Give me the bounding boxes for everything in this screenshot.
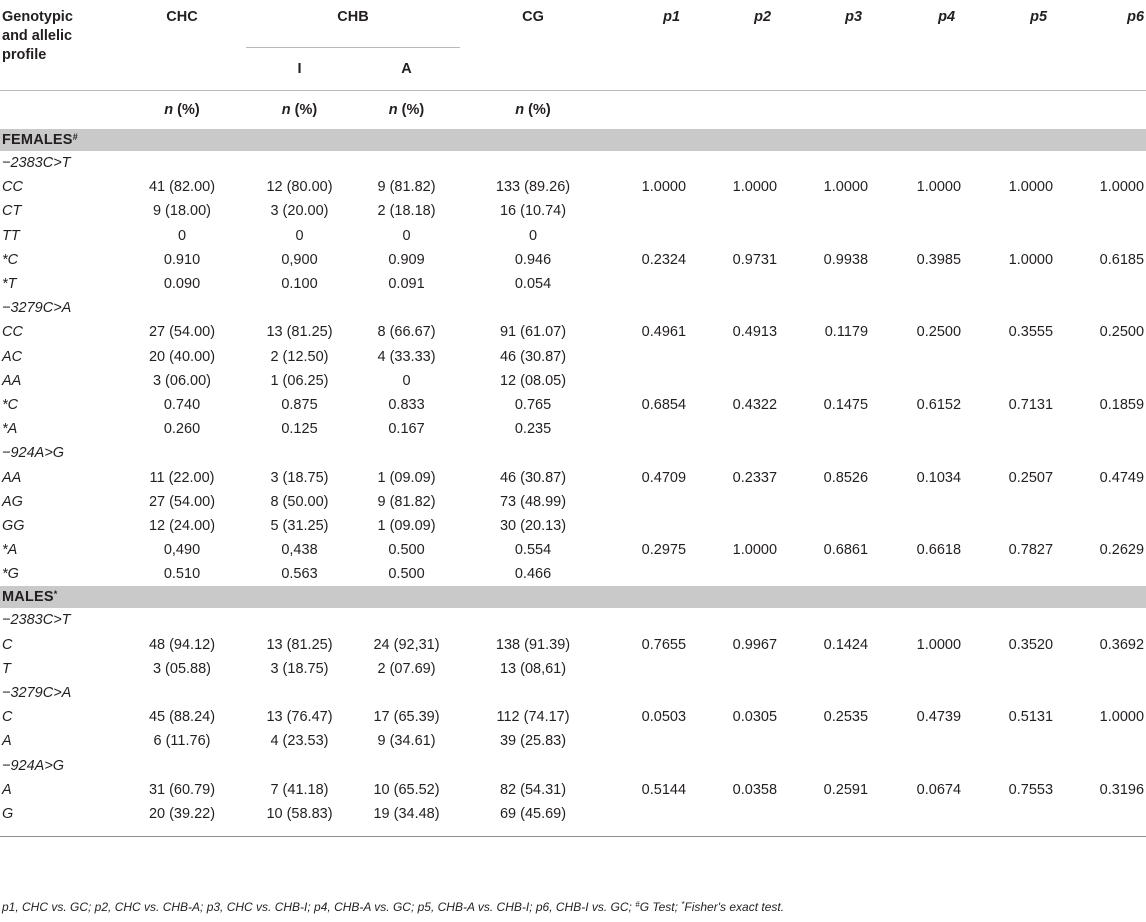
p1-value: 0.6854 bbox=[641, 396, 687, 413]
p4-value bbox=[870, 729, 963, 753]
p4-value bbox=[870, 369, 963, 393]
chb-i-value: 1 (06.25) bbox=[270, 372, 329, 389]
p4-header: p4 bbox=[938, 9, 956, 25]
cg-value: 39 (25.83) bbox=[499, 733, 567, 750]
snp-row bbox=[0, 754, 1146, 778]
p3-value bbox=[779, 514, 870, 538]
cg-value: 91 (61.07) bbox=[499, 324, 567, 341]
snp-label: −3279C>A bbox=[2, 300, 72, 317]
p4-value: 0.6152 bbox=[916, 396, 962, 413]
p1-header: p1 bbox=[663, 9, 681, 25]
p1-value: 0.2975 bbox=[641, 542, 687, 559]
p6-value: 0.6185 bbox=[1099, 251, 1145, 268]
snp-row bbox=[0, 681, 1146, 705]
chb-a-value: 17 (65.39) bbox=[373, 709, 440, 726]
chc-value: 9 (18.00) bbox=[152, 203, 212, 220]
p6-value bbox=[1055, 199, 1146, 223]
genotype-label: AA bbox=[2, 372, 22, 389]
chb-i-header: I bbox=[297, 61, 302, 77]
p4-value: 1.0000 bbox=[916, 636, 962, 653]
p3-value bbox=[779, 657, 870, 681]
n-percent-label: n (%) bbox=[118, 91, 246, 130]
chc-value: 0,490 bbox=[163, 542, 201, 559]
chb-i-value: 0 bbox=[295, 227, 304, 244]
p2-value: 0.2337 bbox=[732, 469, 778, 486]
p4-value bbox=[870, 514, 963, 538]
p6-value bbox=[1055, 224, 1146, 248]
females-section-row bbox=[0, 129, 1146, 151]
chb-i-value: 0.563 bbox=[281, 566, 318, 583]
table-row bbox=[0, 320, 1146, 344]
table-row bbox=[0, 393, 1146, 417]
p4-value bbox=[870, 490, 963, 514]
p2-value: 0.0358 bbox=[732, 781, 778, 798]
p4-value: 0.3985 bbox=[916, 251, 962, 268]
p5-value: 0.7131 bbox=[1008, 396, 1054, 413]
chb-a-value: 1 (09.09) bbox=[377, 469, 436, 486]
p6-value: 0.3196 bbox=[1099, 781, 1145, 798]
p1-value bbox=[606, 562, 688, 586]
chb-a-value: 0.909 bbox=[388, 251, 425, 268]
table-row bbox=[0, 345, 1146, 369]
p2-value bbox=[688, 272, 779, 296]
p4-value: 0.2500 bbox=[916, 324, 962, 341]
chb-i-value: 3 (18.75) bbox=[270, 469, 329, 486]
p5-value bbox=[963, 657, 1055, 681]
table-footnote: p1, CHC vs. GC; p2, CHC vs. CHB-A; p3, CHC vs. CHB-I; p4, CHB-A vs. GC; p5, CHB-A vs. CHB-I; p6, CHB-I vs. GC; #G Test; *Fisher's exact test. bbox=[2, 900, 785, 914]
p2-value bbox=[688, 729, 779, 753]
chb-a-value: 10 (65.52) bbox=[373, 781, 440, 798]
p4-value: 0.0674 bbox=[916, 781, 962, 798]
p6-value bbox=[1055, 417, 1146, 441]
chb-a-value: 19 (34.48) bbox=[373, 805, 440, 822]
n-percent-label: n (%) bbox=[246, 91, 353, 130]
chb-i-value: 7 (41.18) bbox=[270, 781, 329, 798]
p4-value bbox=[870, 345, 963, 369]
p1-value bbox=[606, 657, 688, 681]
p1-value: 0.5144 bbox=[641, 781, 687, 798]
p5-value bbox=[963, 369, 1055, 393]
p5-value bbox=[963, 345, 1055, 369]
p5-header: p5 bbox=[1030, 9, 1048, 25]
chb-i-value: 13 (81.25) bbox=[266, 324, 333, 341]
p2-value bbox=[688, 199, 779, 223]
genotype-label: CC bbox=[2, 324, 23, 341]
chc-value: 48 (94.12) bbox=[148, 636, 216, 653]
p4-value bbox=[870, 657, 963, 681]
chb-i-value: 12 (80.00) bbox=[266, 179, 333, 196]
chb-i-value: 2 (12.50) bbox=[270, 348, 329, 365]
chc-value: 0.740 bbox=[163, 396, 201, 413]
genotype-label: *G bbox=[2, 566, 19, 583]
p1-value: 0.0503 bbox=[641, 709, 687, 726]
table-row bbox=[0, 369, 1146, 393]
cg-value: 0.466 bbox=[514, 566, 552, 583]
cg-value: 0.235 bbox=[514, 421, 552, 438]
chb-i-value: 13 (76.47) bbox=[266, 709, 333, 726]
chb-a-value: 0.167 bbox=[388, 421, 425, 438]
genotype-label: A bbox=[2, 781, 12, 798]
snp-row bbox=[0, 608, 1146, 632]
chb-a-value: 9 (81.82) bbox=[377, 493, 436, 510]
cg-value: 46 (30.87) bbox=[499, 348, 567, 365]
chb-i-value: 10 (58.83) bbox=[266, 805, 333, 822]
cg-value: 13 (08,61) bbox=[499, 660, 567, 677]
p3-value: 0.6861 bbox=[823, 542, 869, 559]
p4-value bbox=[870, 199, 963, 223]
chb-i-value: 13 (81.25) bbox=[266, 636, 333, 653]
p1-value: 0.7655 bbox=[641, 636, 687, 653]
p6-value bbox=[1055, 562, 1146, 586]
p1-value bbox=[606, 369, 688, 393]
p2-value bbox=[688, 369, 779, 393]
chb-i-value: 0.875 bbox=[281, 396, 318, 413]
table-row bbox=[0, 490, 1146, 514]
chc-value: 20 (40.00) bbox=[148, 348, 216, 365]
chb-i-value: 0,900 bbox=[281, 251, 318, 268]
cg-value: 0.946 bbox=[514, 251, 552, 268]
genotype-label: A bbox=[2, 733, 12, 750]
chb-a-value: 1 (09.09) bbox=[377, 517, 436, 534]
chc-value: 0.090 bbox=[163, 276, 201, 293]
table-row bbox=[0, 224, 1146, 248]
p6-header: p6 bbox=[1127, 9, 1145, 25]
n-percent-label: n (%) bbox=[460, 91, 606, 130]
p2-value bbox=[688, 657, 779, 681]
p1-value bbox=[606, 514, 688, 538]
genotype-label: AG bbox=[2, 493, 23, 510]
genotype-label: C bbox=[2, 636, 13, 653]
chb-a-value: 0 bbox=[402, 372, 411, 389]
genotype-label: GG bbox=[2, 517, 25, 534]
p3-value bbox=[779, 802, 870, 826]
p6-value bbox=[1055, 657, 1146, 681]
p1-value bbox=[606, 729, 688, 753]
chc-value: 0.910 bbox=[163, 251, 201, 268]
chc-value: 0 bbox=[177, 227, 187, 244]
p6-value: 1.0000 bbox=[1099, 179, 1145, 196]
p2-header: p2 bbox=[754, 9, 772, 25]
header-row bbox=[0, 0, 1146, 48]
p2-value bbox=[688, 490, 779, 514]
p5-value bbox=[963, 514, 1055, 538]
p6-value: 0.1859 bbox=[1099, 396, 1145, 413]
table-row bbox=[0, 417, 1146, 441]
cg-value: 30 (20.13) bbox=[499, 517, 567, 534]
p4-value bbox=[870, 802, 963, 826]
p2-value: 0.0305 bbox=[732, 709, 778, 726]
chb-i-value: 3 (20.00) bbox=[270, 203, 329, 220]
p2-value: 0.4322 bbox=[732, 396, 778, 413]
cg-value: 12 (08.05) bbox=[499, 372, 567, 389]
table-row bbox=[0, 199, 1146, 223]
p6-value bbox=[1055, 369, 1146, 393]
cg-header: CG bbox=[522, 9, 544, 25]
p1-value bbox=[606, 345, 688, 369]
p6-value: 1.0000 bbox=[1099, 709, 1145, 726]
p4-value: 0.1034 bbox=[916, 469, 962, 486]
chc-value: 31 (60.79) bbox=[148, 781, 216, 798]
table-row bbox=[0, 729, 1146, 753]
p1-value bbox=[606, 272, 688, 296]
chc-header: CHC bbox=[166, 9, 198, 25]
p5-value bbox=[963, 417, 1055, 441]
p6-value bbox=[1055, 490, 1146, 514]
genotype-label: T bbox=[2, 660, 11, 677]
p1-value: 1.0000 bbox=[641, 179, 687, 196]
p3-value: 0.1424 bbox=[823, 636, 869, 653]
genotype-label: G bbox=[2, 805, 14, 822]
p5-value bbox=[963, 802, 1055, 826]
genotype-profile-header: Genotypic and allelic profile bbox=[2, 9, 73, 63]
p2-value: 0.4913 bbox=[732, 324, 778, 341]
chb-a-value: 0.833 bbox=[388, 396, 425, 413]
chc-value: 41 (82.00) bbox=[148, 179, 216, 196]
table-row bbox=[0, 272, 1146, 296]
p2-value: 0.9731 bbox=[732, 251, 778, 268]
chc-value: 3 (05.88) bbox=[152, 660, 212, 677]
p5-value: 1.0000 bbox=[1008, 179, 1054, 196]
chc-value: 27 (54.00) bbox=[148, 493, 216, 510]
genotype-label: *A bbox=[2, 542, 18, 559]
p3-value bbox=[779, 224, 870, 248]
cg-value: 138 (91.39) bbox=[495, 636, 571, 653]
table-row bbox=[0, 778, 1146, 802]
p3-value: 0.2591 bbox=[823, 781, 869, 798]
chc-value: 27 (54.00) bbox=[148, 324, 216, 341]
table-row bbox=[0, 562, 1146, 586]
table-body bbox=[0, 91, 1146, 837]
p3-value: 0.9938 bbox=[823, 251, 869, 268]
chc-value: 3 (06.00) bbox=[152, 372, 212, 389]
cg-value: 0.554 bbox=[514, 542, 552, 559]
p6-value bbox=[1055, 802, 1146, 826]
p5-value: 0.5131 bbox=[1008, 709, 1054, 726]
table-row bbox=[0, 802, 1146, 826]
chc-value: 20 (39.22) bbox=[148, 805, 216, 822]
table-row bbox=[0, 657, 1146, 681]
genotype-label: *C bbox=[2, 396, 19, 413]
females-section-label: FEMALES# bbox=[0, 129, 1146, 151]
p5-value: 0.3520 bbox=[1008, 636, 1054, 653]
genotype-label: AC bbox=[2, 348, 23, 365]
p3-header: p3 bbox=[845, 9, 863, 25]
chb-a-header: A bbox=[401, 61, 412, 77]
p5-value: 0.7553 bbox=[1008, 781, 1054, 798]
p1-value bbox=[606, 490, 688, 514]
cg-value: 133 (89.26) bbox=[495, 179, 571, 196]
snp-label: −924A>G bbox=[2, 757, 65, 774]
table-row bbox=[0, 705, 1146, 729]
genotype-label: *T bbox=[2, 276, 17, 293]
genotype-label: *C bbox=[2, 251, 19, 268]
snp-label: −3279C>A bbox=[2, 685, 72, 702]
p4-value: 1.0000 bbox=[916, 179, 962, 196]
chb-a-value: 4 (33.33) bbox=[377, 348, 436, 365]
p2-value bbox=[688, 345, 779, 369]
genotype-label: *A bbox=[2, 421, 18, 438]
p5-value: 0.7827 bbox=[1008, 542, 1054, 559]
p2-value: 1.0000 bbox=[732, 542, 778, 559]
chc-value: 0.260 bbox=[163, 421, 201, 438]
males-section-label: MALES* bbox=[0, 586, 1146, 608]
p2-value bbox=[688, 514, 779, 538]
chc-value: 12 (24.00) bbox=[148, 517, 216, 534]
p1-value bbox=[606, 224, 688, 248]
p3-value bbox=[779, 345, 870, 369]
cg-value: 0 bbox=[528, 227, 538, 244]
n-percent-label: n (%) bbox=[353, 91, 460, 130]
p3-value bbox=[779, 417, 870, 441]
p3-value: 0.1475 bbox=[823, 396, 869, 413]
n-percent-row bbox=[0, 91, 1146, 130]
cg-value: 16 (10.74) bbox=[499, 203, 567, 220]
chb-a-value: 0.500 bbox=[388, 542, 425, 559]
p6-value: 0.4749 bbox=[1099, 469, 1145, 486]
p6-value: 0.3692 bbox=[1099, 636, 1145, 653]
p3-value: 0.8526 bbox=[823, 469, 869, 486]
p3-value bbox=[779, 199, 870, 223]
p1-value bbox=[606, 199, 688, 223]
chb-a-value: 0.500 bbox=[388, 566, 425, 583]
p4-value: 0.4739 bbox=[916, 709, 962, 726]
males-section-row bbox=[0, 586, 1146, 608]
p4-value bbox=[870, 272, 963, 296]
p2-value: 1.0000 bbox=[732, 179, 778, 196]
p1-value bbox=[606, 417, 688, 441]
chb-a-value: 9 (81.82) bbox=[377, 179, 436, 196]
p5-value bbox=[963, 729, 1055, 753]
p1-value bbox=[606, 802, 688, 826]
chb-header: CHB bbox=[246, 0, 460, 48]
cg-value: 0.765 bbox=[514, 396, 552, 413]
table-row bbox=[0, 248, 1146, 272]
genotype-label: C bbox=[2, 709, 13, 726]
p3-value: 1.0000 bbox=[823, 179, 869, 196]
chb-i-value: 4 (23.53) bbox=[270, 733, 329, 750]
p3-value bbox=[779, 490, 870, 514]
p3-value: 0.1179 bbox=[824, 324, 869, 341]
snp-row bbox=[0, 296, 1146, 320]
p2-value bbox=[688, 417, 779, 441]
p1-value: 0.4709 bbox=[641, 469, 687, 486]
chb-i-value: 8 (50.00) bbox=[270, 493, 329, 510]
table-row bbox=[0, 538, 1146, 562]
p5-value bbox=[963, 199, 1055, 223]
p5-value: 0.2507 bbox=[1008, 469, 1054, 486]
chb-a-value: 9 (34.61) bbox=[377, 733, 436, 750]
p2-value: 0.9967 bbox=[732, 636, 778, 653]
p4-value bbox=[870, 562, 963, 586]
cg-value: 69 (45.69) bbox=[499, 805, 567, 822]
chb-a-value: 0.091 bbox=[388, 276, 425, 293]
cg-value: 73 (48.99) bbox=[499, 493, 567, 510]
chc-value: 45 (88.24) bbox=[148, 709, 216, 726]
p2-value bbox=[688, 802, 779, 826]
p6-value bbox=[1055, 345, 1146, 369]
chb-i-value: 0.100 bbox=[281, 276, 318, 293]
chb-a-value: 0 bbox=[402, 227, 411, 244]
cg-value: 46 (30.87) bbox=[499, 469, 567, 486]
table-row bbox=[0, 514, 1146, 538]
chb-i-value: 0.125 bbox=[281, 421, 318, 438]
chc-value: 0.510 bbox=[163, 566, 201, 583]
table-row bbox=[0, 633, 1146, 657]
genotype-label: CC bbox=[2, 179, 23, 196]
p4-value bbox=[870, 417, 963, 441]
p3-value bbox=[779, 369, 870, 393]
p6-value: 0.2500 bbox=[1099, 324, 1145, 341]
cg-value: 112 (74.17) bbox=[496, 709, 570, 726]
p3-value bbox=[779, 562, 870, 586]
genotype-label: CT bbox=[2, 203, 22, 220]
p2-value bbox=[688, 562, 779, 586]
p6-value bbox=[1055, 729, 1146, 753]
bottom-rule bbox=[0, 826, 1146, 837]
chc-value: 6 (11.76) bbox=[153, 733, 211, 750]
snp-label: −2383C>T bbox=[2, 612, 71, 629]
p4-value: 0.6618 bbox=[916, 542, 962, 559]
p5-value bbox=[963, 562, 1055, 586]
chb-i-value: 0,438 bbox=[281, 542, 318, 559]
snp-row bbox=[0, 441, 1146, 465]
cg-value: 0.054 bbox=[514, 276, 552, 293]
p2-value bbox=[688, 224, 779, 248]
p5-value bbox=[963, 224, 1055, 248]
chb-i-value: 3 (18.75) bbox=[270, 660, 329, 677]
p3-value: 0.2535 bbox=[823, 709, 869, 726]
chb-a-value: 2 (18.18) bbox=[377, 203, 436, 220]
snp-label: −2383C>T bbox=[2, 155, 71, 172]
chc-value: 11 (22.00) bbox=[149, 469, 215, 486]
genotype-label: TT bbox=[2, 227, 20, 244]
p5-value bbox=[963, 490, 1055, 514]
p6-value bbox=[1055, 272, 1146, 296]
table-row bbox=[0, 465, 1146, 489]
p5-value bbox=[963, 272, 1055, 296]
chb-a-value: 8 (66.67) bbox=[377, 324, 436, 341]
p4-value bbox=[870, 224, 963, 248]
chb-a-value: 24 (92,31) bbox=[373, 636, 440, 653]
p3-value bbox=[779, 272, 870, 296]
p5-value: 0.3555 bbox=[1008, 324, 1054, 341]
snp-label: −924A>G bbox=[2, 445, 65, 462]
cg-value: 82 (54.31) bbox=[499, 781, 567, 798]
snp-row bbox=[0, 151, 1146, 175]
p6-value: 0.2629 bbox=[1099, 542, 1145, 559]
p3-value bbox=[779, 729, 870, 753]
chb-a-value: 2 (07.69) bbox=[377, 660, 436, 677]
p5-value: 1.0000 bbox=[1008, 251, 1054, 268]
genotype-label: AA bbox=[2, 469, 22, 486]
p1-value: 0.2324 bbox=[641, 251, 687, 268]
p6-value bbox=[1055, 514, 1146, 538]
p1-value: 0.4961 bbox=[641, 324, 687, 341]
chb-i-value: 5 (31.25) bbox=[270, 517, 329, 534]
table-row bbox=[0, 175, 1146, 199]
